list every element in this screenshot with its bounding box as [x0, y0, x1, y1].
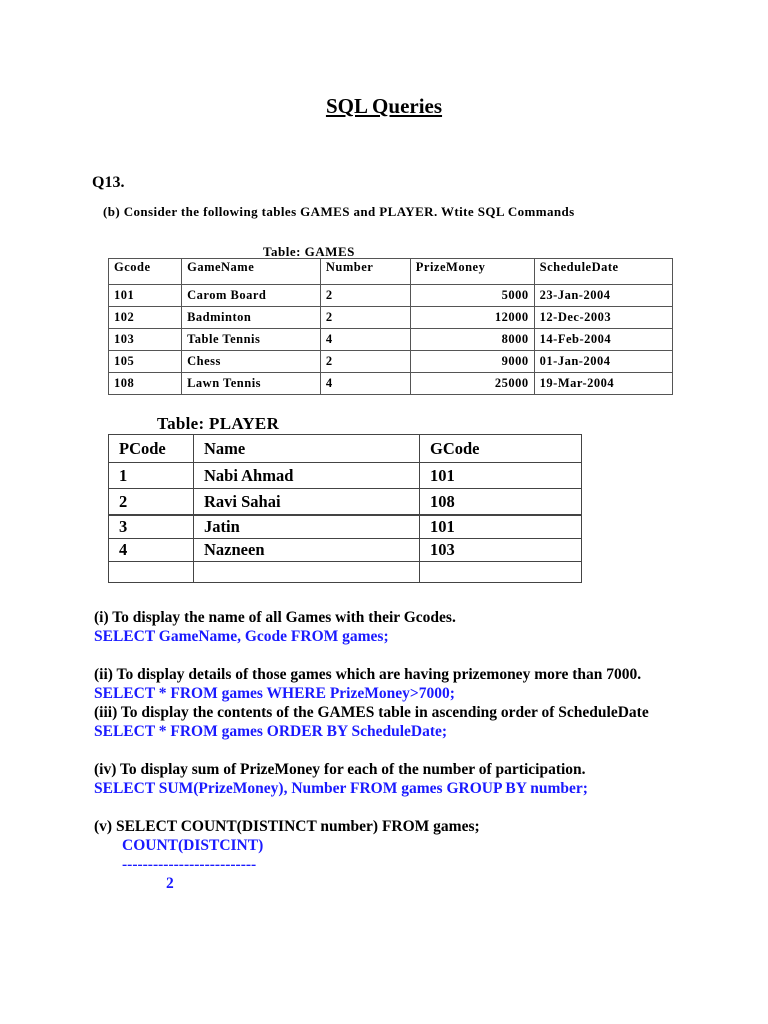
- games-cell: 23-Jan-2004: [534, 285, 672, 307]
- player-cell: Jatin: [194, 516, 420, 539]
- games-cell: 12000: [410, 307, 534, 329]
- player-row: [109, 489, 582, 515]
- query-result-header: COUNT(DISTCINT): [122, 837, 264, 854]
- games-header-cell: PrizeMoney: [410, 259, 534, 285]
- player-cell: Nazneen: [194, 539, 420, 562]
- player-table-caption: Table: PLAYER: [157, 414, 280, 433]
- games-cell: 101: [109, 285, 182, 307]
- games-cell: Badminton: [182, 307, 321, 329]
- player-row: [109, 539, 582, 562]
- games-cell: Lawn Tennis: [182, 373, 321, 395]
- player-cell: 101: [420, 516, 582, 539]
- games-cell: 102: [109, 307, 182, 329]
- query-question-1: (i) To display the name of all Games with their Gcodes.: [94, 609, 456, 626]
- player-header-cell: Name: [194, 435, 420, 463]
- query-answer-1: SELECT GameName, Gcode FROM games;: [94, 628, 389, 645]
- games-cell: 2: [320, 351, 410, 373]
- player-table-top: [108, 434, 582, 515]
- player-cell: 108: [420, 489, 582, 515]
- player-header-cell: GCode: [420, 435, 582, 463]
- games-cell: 4: [320, 373, 410, 395]
- games-row: [109, 351, 673, 373]
- games-cell: 8000: [410, 329, 534, 351]
- queries-section: [94, 608, 734, 893]
- query-answer-3: SELECT * FROM games ORDER BY ScheduleDate;: [94, 723, 448, 740]
- player-cell: 1: [109, 463, 194, 489]
- games-cell: 12-Dec-2003: [534, 307, 672, 329]
- games-cell: 5000: [410, 285, 534, 307]
- games-cell: Table Tennis: [182, 329, 321, 351]
- games-cell: 105: [109, 351, 182, 373]
- games-table: [108, 258, 673, 395]
- player-cell: 2: [109, 489, 194, 515]
- query-question-5: (v) SELECT COUNT(DISTINCT number) FROM games;: [94, 818, 480, 835]
- games-cell: Chess: [182, 351, 321, 373]
- games-row: [109, 285, 673, 307]
- games-header-cell: GameName: [182, 259, 321, 285]
- games-header-cell: Gcode: [109, 259, 182, 285]
- query-question-3: (iii) To display the contents of the GAMES table in ascending order of ScheduleDate: [94, 704, 649, 721]
- games-cell: 2: [320, 285, 410, 307]
- player-row: [109, 516, 582, 539]
- player-blank-cell: [109, 562, 194, 583]
- games-row: [109, 307, 673, 329]
- games-cell: 01-Jan-2004: [534, 351, 672, 373]
- player-cell: 4: [109, 539, 194, 562]
- query-question-2: (ii) To display details of those games which are having prizemoney more than 7000.: [94, 666, 642, 683]
- player-blank-cell: [420, 562, 582, 583]
- query-result-separator: --------------------------: [122, 856, 257, 873]
- player-cell: Ravi Sahai: [194, 489, 420, 515]
- player-cell: 101: [420, 463, 582, 489]
- player-cell: 3: [109, 516, 194, 539]
- games-cell: 25000: [410, 373, 534, 395]
- player-row: [109, 463, 582, 489]
- games-header-cell: ScheduleDate: [534, 259, 672, 285]
- player-cell: Nabi Ahmad: [194, 463, 420, 489]
- player-blank-row: [109, 562, 582, 583]
- games-cell: 14-Feb-2004: [534, 329, 672, 351]
- player-blank-cell: [194, 562, 420, 583]
- games-row: [109, 373, 673, 395]
- games-cell: 103: [109, 329, 182, 351]
- games-cell: 4: [320, 329, 410, 351]
- query-result-value: 2: [166, 875, 174, 892]
- question-intro: (b) Consider the following tables GAMES and PLAYER. Wtite SQL Commands: [103, 204, 575, 219]
- query-answer-2: SELECT * FROM games WHERE PrizeMoney>7000;: [94, 685, 455, 702]
- games-cell: 108: [109, 373, 182, 395]
- games-cell: Carom Board: [182, 285, 321, 307]
- games-header-cell: Number: [320, 259, 410, 285]
- games-cell: 2: [320, 307, 410, 329]
- games-header-row: [109, 259, 673, 285]
- page-title: SQL Queries: [325, 94, 443, 118]
- query-answer-4: SELECT SUM(PrizeMoney), Number FROM games GROUP BY number;: [94, 780, 588, 797]
- games-cell: 19-Mar-2004: [534, 373, 672, 395]
- player-cell: 103: [420, 539, 582, 562]
- games-table-caption: Table: GAMES: [263, 244, 355, 259]
- player-header-cell: PCode: [109, 435, 194, 463]
- player-table-bottom: [108, 515, 582, 583]
- games-row: [109, 329, 673, 351]
- player-header-row: [109, 435, 582, 463]
- question-number: Q13.: [92, 174, 125, 191]
- query-question-4: (iv) To display sum of PrizeMoney for each of the number of participation.: [94, 761, 586, 778]
- games-cell: 9000: [410, 351, 534, 373]
